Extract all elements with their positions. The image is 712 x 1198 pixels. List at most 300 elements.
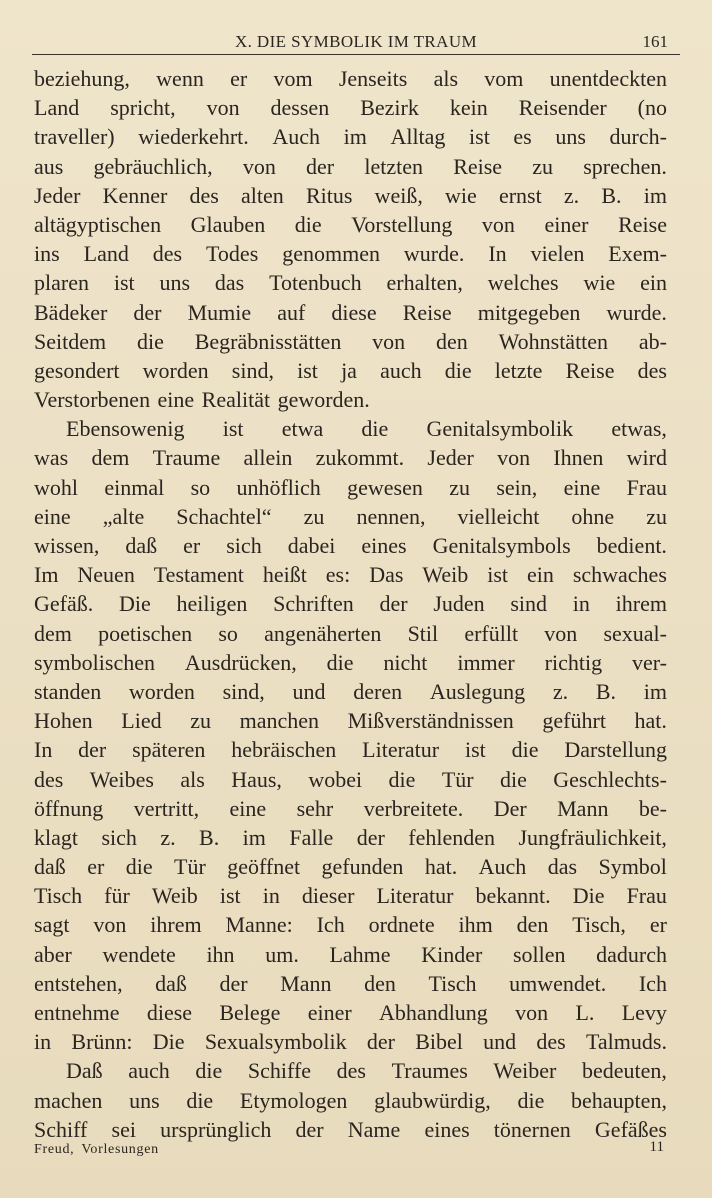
word: weiß,	[374, 182, 423, 208]
word: eine	[563, 474, 601, 500]
word: standen	[34, 678, 102, 704]
word: letzte	[494, 357, 543, 383]
word: ist	[113, 270, 135, 296]
word: dabei	[287, 533, 336, 558]
word: dieser	[301, 883, 355, 909]
word: Sexualsymbolik	[204, 1029, 347, 1055]
word: von	[93, 912, 127, 938]
word: Daß	[66, 1058, 103, 1084]
word: erhalten,	[386, 270, 463, 296]
word: etwas,	[611, 416, 667, 442]
word: Auch	[272, 124, 321, 150]
word: den	[436, 328, 468, 354]
word: Die	[572, 883, 605, 909]
text-line	[34, 473, 667, 502]
word: Alltag	[390, 124, 446, 150]
word: eines	[424, 1116, 470, 1142]
word: Kinder	[421, 941, 483, 967]
word: den	[364, 970, 396, 996]
word: gefunden	[321, 854, 404, 880]
word: Ihnen	[553, 445, 604, 471]
word: ist	[297, 357, 318, 383]
word: unhöflich	[236, 474, 321, 500]
word: ja	[341, 357, 357, 383]
word: von	[481, 211, 515, 237]
word: eine	[157, 387, 195, 413]
word: ins	[34, 241, 60, 267]
word: einmal	[104, 474, 165, 500]
word: hat.	[634, 708, 667, 734]
word: ein	[526, 562, 554, 588]
word: die	[361, 416, 389, 442]
word: ein	[640, 270, 667, 296]
running-head	[32, 30, 680, 54]
word: dem	[91, 445, 130, 471]
word: Die	[152, 1029, 185, 1055]
word: Bibel	[415, 1029, 463, 1055]
word: plaren	[34, 270, 89, 296]
word: dadurch	[596, 941, 667, 967]
word: daß	[155, 970, 187, 996]
text-line	[34, 560, 667, 589]
word: gesondert	[34, 357, 120, 383]
word: erfüllt	[464, 620, 519, 646]
text-line	[34, 93, 667, 122]
word: Seitdem	[34, 328, 107, 354]
word: daß	[125, 533, 158, 558]
word: Weib	[422, 562, 469, 588]
word: alten	[241, 182, 284, 208]
word: B.	[199, 824, 220, 850]
word: ernst	[498, 182, 542, 208]
word: wobei	[308, 766, 363, 792]
word: sind,	[222, 678, 265, 704]
word: ist	[219, 883, 241, 909]
word: genommen	[282, 241, 380, 267]
word: Tisch	[34, 883, 83, 909]
word: die	[294, 211, 322, 237]
word: wendete	[102, 941, 176, 967]
word: Gefäß.	[34, 591, 94, 617]
word: die	[195, 1058, 223, 1084]
word: Jeder	[427, 445, 474, 471]
text-line	[34, 1027, 667, 1056]
word: z.	[552, 678, 569, 704]
word: wiederkehrt.	[138, 124, 249, 150]
word: ordnete	[368, 912, 435, 938]
word: Falle	[289, 824, 334, 850]
word: sehr	[296, 795, 334, 821]
text-line	[34, 414, 667, 443]
word: Kenner	[102, 182, 168, 208]
word: Vorstellung	[351, 211, 453, 237]
text-line	[34, 239, 667, 268]
word: Schiff	[34, 1116, 88, 1142]
word: einer	[307, 1000, 352, 1025]
word: die	[186, 1087, 214, 1113]
text-line	[34, 589, 667, 618]
word: vielen	[530, 241, 585, 267]
word: behaupten,	[571, 1087, 667, 1113]
text-line	[34, 210, 667, 239]
text-line	[34, 64, 667, 93]
text-line	[34, 823, 667, 852]
word: wohl	[34, 474, 78, 500]
word: Jenseits	[338, 66, 408, 91]
word: zu	[532, 153, 554, 179]
word: Gefäßes	[594, 1116, 667, 1142]
word: manchen	[239, 708, 319, 734]
word: Literatur	[362, 737, 440, 763]
word: hebräischen	[231, 737, 337, 763]
word: späteren	[132, 737, 206, 763]
word: Talmuds.	[586, 1029, 667, 1055]
word: hat.	[424, 854, 458, 880]
text-line	[34, 940, 667, 969]
word: eine	[229, 795, 267, 821]
word: ab-	[638, 328, 667, 354]
word: gewesen	[347, 474, 423, 500]
word: im	[343, 124, 367, 150]
word: immer	[457, 649, 515, 675]
word: die	[388, 766, 416, 792]
word: be-	[638, 795, 667, 821]
word: B.	[601, 182, 622, 208]
word: diese	[331, 299, 377, 325]
word: Name	[347, 1116, 401, 1142]
word: Reise	[453, 153, 503, 179]
word: ohne	[571, 503, 615, 529]
word: uns	[129, 1087, 160, 1113]
word: in	[34, 1029, 52, 1055]
word: ist	[469, 124, 490, 150]
word: z.	[160, 824, 176, 850]
word: Lahme	[329, 941, 391, 967]
word: Tür	[441, 766, 474, 792]
word: von	[206, 95, 240, 121]
text-line	[34, 619, 667, 648]
word: Lied	[121, 708, 162, 734]
word: auch	[380, 357, 422, 383]
word: worden	[142, 357, 209, 383]
word: uns	[555, 124, 586, 150]
word: geführt	[542, 708, 606, 734]
word: der	[133, 299, 162, 325]
word: dessen	[270, 95, 330, 121]
text-line	[34, 1115, 667, 1144]
word: Exem-	[608, 241, 667, 267]
word: wird	[626, 445, 667, 471]
word: Mumie	[187, 299, 252, 325]
text-line	[34, 794, 667, 823]
word: die	[125, 854, 153, 880]
word: ist	[487, 562, 509, 588]
word: vielleicht	[457, 503, 540, 529]
word: B.	[595, 678, 617, 704]
word: um.	[265, 941, 299, 967]
word: Hohen	[34, 708, 93, 734]
word: Mann	[280, 970, 332, 996]
word: Manne:	[225, 912, 293, 938]
text-line	[34, 735, 667, 764]
text-line	[34, 298, 667, 327]
word: Etymologen	[239, 1087, 348, 1113]
word: aber	[34, 941, 72, 967]
word: Tür	[174, 854, 206, 880]
word: beziehung,	[34, 66, 130, 91]
word: diese	[146, 1000, 193, 1025]
word: sind,	[231, 357, 274, 383]
word: nennen,	[356, 503, 426, 529]
word: durch-	[609, 124, 667, 150]
word: Belege	[219, 1000, 281, 1025]
word: (no	[637, 95, 667, 121]
word: er	[87, 854, 105, 880]
word: Der	[493, 795, 527, 821]
word: In	[34, 737, 53, 763]
word: Die	[118, 591, 151, 617]
word: Mann	[557, 795, 609, 821]
word: und	[292, 678, 326, 704]
word: des	[637, 357, 667, 383]
word: ursprünglich	[160, 1116, 272, 1142]
word: L.	[575, 1000, 595, 1025]
text-line	[34, 881, 667, 910]
word: Todes	[206, 241, 259, 267]
word: spricht,	[110, 95, 176, 121]
word: Ich	[638, 970, 667, 996]
word: Reise	[565, 357, 615, 383]
word: von	[515, 1000, 549, 1025]
word: Geschlechts-	[553, 766, 667, 792]
word: mitgegeben	[477, 299, 581, 325]
word: richtig	[544, 649, 603, 675]
word: deren	[353, 678, 403, 704]
text-line	[34, 385, 667, 414]
word: Tisch,	[572, 912, 626, 938]
word: zu	[646, 503, 667, 529]
text-line	[34, 998, 667, 1027]
word: Auslegung	[429, 678, 526, 704]
word: im	[242, 824, 266, 850]
word: er	[183, 533, 201, 558]
word: Genitalsymbolik	[426, 416, 574, 442]
word: tönernen	[493, 1116, 571, 1142]
text-line	[34, 910, 667, 939]
word: der	[306, 153, 335, 179]
text-line	[34, 852, 667, 881]
word: der	[295, 1116, 324, 1142]
word: umwendet.	[509, 970, 607, 996]
word: so	[190, 474, 211, 500]
word: schwaches	[572, 562, 667, 588]
word: sich	[101, 824, 137, 850]
word: Ebensowenig	[66, 416, 185, 442]
word: der	[78, 737, 107, 763]
word: von	[372, 328, 406, 354]
word: Ausdrücken,	[184, 649, 297, 675]
word: Reisender	[518, 95, 607, 121]
signature-author: Freud,	[34, 1142, 75, 1157]
word: Jeder	[34, 182, 81, 208]
word: die	[511, 737, 539, 763]
word: sind	[510, 591, 548, 617]
word: „alte	[102, 503, 145, 529]
word: allein	[243, 445, 293, 471]
word: sexual-	[603, 620, 667, 646]
word: zu	[449, 474, 470, 500]
word: des	[34, 766, 64, 792]
word: Mißverständnissen	[347, 708, 514, 734]
word: verbreitete.	[363, 795, 464, 821]
word: poetischen	[98, 620, 193, 646]
word: wurde.	[403, 241, 465, 267]
word: Reise	[402, 299, 452, 325]
word: Reise	[618, 211, 667, 237]
word: sagt	[34, 912, 70, 938]
word: heißt	[262, 562, 307, 588]
text-line	[34, 1086, 667, 1115]
word: ver-	[632, 649, 667, 675]
word: der	[219, 970, 248, 996]
word: des	[152, 241, 183, 267]
word: von	[544, 620, 578, 646]
word: Weiber	[493, 1058, 557, 1084]
word: die	[444, 357, 472, 383]
word: was	[34, 445, 69, 471]
word: ist	[222, 416, 244, 442]
word: Begräbnisstätten	[194, 328, 342, 354]
word: Frau	[626, 883, 667, 909]
word: bekannt.	[475, 883, 551, 909]
word: er	[649, 912, 667, 938]
word: machen	[34, 1087, 103, 1113]
word: Tisch	[428, 970, 477, 996]
word: ihrem	[615, 591, 667, 617]
word: Levy	[621, 1000, 667, 1025]
word: als	[433, 66, 459, 91]
word: Genitalsymbols	[432, 533, 571, 558]
text-line	[34, 1056, 667, 1085]
word: Brünn:	[71, 1029, 133, 1055]
word: von	[497, 445, 531, 471]
word: gebräuchlich,	[93, 153, 213, 179]
word: wenn	[156, 66, 204, 91]
word: des	[189, 182, 219, 208]
word: daß	[34, 854, 66, 880]
word: Traumes	[391, 1058, 468, 1084]
word: angenäherten	[264, 620, 382, 646]
word: es	[513, 124, 532, 150]
text-line	[34, 531, 667, 560]
word: zu	[303, 503, 325, 529]
chapter-title: X. DIE SYMBOLIK IM TRAUM	[234, 32, 478, 51]
word: auf	[277, 299, 306, 325]
text-line	[34, 122, 667, 151]
word: bedeuten,	[582, 1058, 667, 1084]
word: traveller)	[34, 124, 115, 150]
word: Bädeker	[34, 299, 108, 325]
word: Realität	[201, 387, 271, 413]
word: Testament	[153, 562, 244, 588]
word: der	[379, 591, 408, 617]
word: Verstorbenen	[34, 387, 151, 413]
word: glaubwürdig,	[374, 1087, 491, 1113]
word: einer	[544, 211, 589, 237]
word: dem	[34, 620, 72, 646]
word: wie	[445, 182, 477, 208]
word: auch	[128, 1058, 170, 1084]
word: Weibes	[89, 766, 154, 792]
word: geöffnet	[227, 854, 301, 880]
word: Traume	[152, 445, 221, 471]
text-line	[34, 327, 667, 356]
word: von	[242, 153, 276, 179]
word: Bezirk	[360, 95, 419, 121]
word: aus	[34, 153, 64, 179]
word: im	[643, 182, 667, 208]
word: kein	[449, 95, 488, 121]
word: bedient.	[596, 533, 667, 558]
body-text	[34, 64, 667, 1144]
word: altägyptischen	[34, 211, 162, 237]
word: ihm	[458, 912, 493, 938]
word: öffnung	[34, 795, 104, 821]
word: in	[572, 591, 590, 617]
text-line	[34, 443, 667, 472]
word: als	[180, 766, 205, 792]
word: worden	[128, 678, 195, 704]
word: Schiffe	[247, 1058, 312, 1084]
word: z.	[563, 182, 580, 208]
word: heiligen	[176, 591, 248, 617]
word: Symbol	[598, 854, 667, 880]
word: entnehme	[34, 1000, 120, 1025]
word: Neuen	[77, 562, 135, 588]
word: vertritt,	[133, 795, 200, 821]
word: Glauben	[190, 211, 266, 237]
word: sei	[111, 1116, 136, 1142]
footer-signature	[34, 1142, 159, 1158]
word: geworden.	[277, 387, 370, 413]
text-line	[34, 502, 667, 531]
word: das	[547, 854, 578, 880]
word: welches	[487, 270, 559, 296]
word: symbolischen	[34, 649, 155, 675]
word: nicht	[383, 649, 428, 675]
word: Ritus	[305, 182, 353, 208]
word: Abhandlung	[379, 1000, 488, 1025]
word: es:	[325, 562, 351, 588]
word: Im	[34, 562, 59, 588]
word: zu	[190, 708, 211, 734]
text-line	[34, 268, 667, 297]
word: vom	[484, 66, 524, 91]
word: für	[104, 883, 130, 909]
sheet-number: 11	[649, 1139, 664, 1155]
word: Auch	[478, 854, 527, 880]
word: Juden	[433, 591, 485, 617]
word: Das	[369, 562, 404, 588]
word: Land	[34, 95, 80, 121]
text-line	[34, 356, 667, 385]
word: er	[230, 66, 248, 91]
text-line	[34, 969, 667, 998]
text-line	[34, 706, 667, 735]
word: ihn	[206, 941, 235, 967]
word: zukommt.	[315, 445, 405, 471]
word: wie	[583, 270, 616, 296]
